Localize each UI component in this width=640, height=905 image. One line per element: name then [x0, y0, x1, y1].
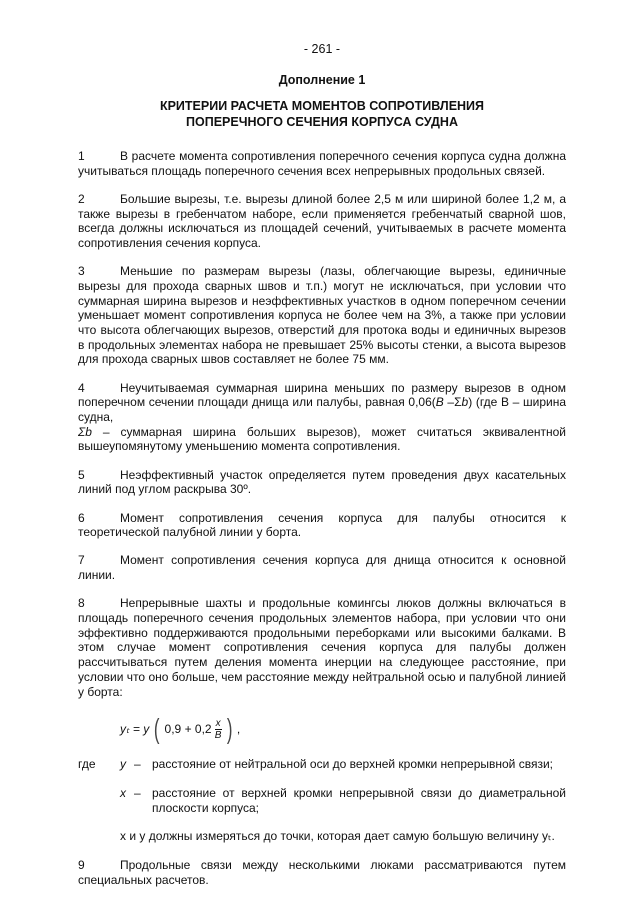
fraction-numerator: x: [215, 717, 221, 729]
definitions: [78, 757, 566, 844]
definition-text: расстояние от верхней кромки непрерывной связи до диаметральной плоскости корпуса;: [152, 786, 566, 815]
paragraph-7: [78, 553, 566, 582]
title-line-1: КРИТЕРИИ РАСЧЕТА МОМЕНТОВ СОПРОТИВЛЕНИЯ: [159, 99, 485, 113]
document-page: [78, 42, 566, 901]
paragraph-number: 3: [78, 264, 85, 279]
title-line-2: ПОПЕРЕЧНОГО СЕЧЕНИЯ КОРПУСА СУДНА: [186, 115, 458, 129]
paragraph-number: 4: [78, 380, 85, 395]
definition-symbol: x: [120, 786, 126, 800]
formula-lhs: yₜ = y: [120, 722, 150, 737]
definition-note: x и y должны измеряться до точки, которая дает самую большую величину yₜ.: [120, 829, 555, 844]
paragraph-text: Меньшие по размерам вырезы (лазы, облегчающие вырезы, единичные вырезы для прохода сварных швов и т.п.) могут не исключаться, при условии что суммарная ширина вырезов и неэффективных участков в одном поперечном сечении уменьшает момент сопротивления корпуса не более чем на 3%, а также при условии что высота облегчающих вырезов, отверстий для протока воды и единичных вырезов в продольных элементах набора не превышает 25% высоты стенки, а высота вырезов для прохода сварных швов составляет не более 75 мм.: [78, 264, 566, 367]
definition-symbol: y: [120, 757, 126, 772]
formula-fraction: [215, 718, 222, 741]
paragraph-text: Неучитываемая суммарная ширина меньших по размеру вырезов в одном поперечном сечении площади днища или палубы, равная 0,06(: [78, 380, 566, 410]
paragraph-number: 7: [78, 553, 85, 568]
paragraph-text: Продольные связи между несколькими люками рассматриваются путем специальных расчетов.: [78, 858, 566, 887]
where-label: где: [78, 757, 96, 772]
formula-close-paren: ): [226, 713, 233, 745]
paragraph-number: 5: [78, 467, 85, 482]
paragraph-number: 2: [78, 191, 85, 206]
document-title: [78, 98, 566, 130]
paragraph-number: 9: [78, 858, 85, 873]
paragraph-3: [78, 264, 566, 367]
sigma-sign: –Σ: [443, 395, 462, 410]
page-number: - 261 -: [303, 42, 341, 56]
formula: [120, 715, 566, 743]
formula-open-paren: (: [154, 713, 160, 745]
paragraph-4: [78, 381, 566, 455]
paragraph-5: [78, 468, 566, 497]
paragraph-8: [78, 596, 566, 699]
paragraph-number: 6: [78, 510, 85, 525]
paragraph-text: Большие вырезы, т.е. вырезы длиной более 2,5 м или шириной более 1,2 м, а также вырезы в гребенчатом наборе, если применяется гребенчатый сварной шов, всегда должны исключаться из площадей сечений, учитываемых в расчете момента сопротивления сечения корпуса.: [78, 191, 566, 251]
var-B: B: [435, 395, 444, 410]
paragraph-text: – суммарная ширина больших вырезов), может считаться эквивалентной вышеупомянутому уменьшению момента сопротивления.: [78, 424, 566, 454]
fraction-denominator: B: [214, 729, 222, 741]
sigma-b: Σb: [78, 424, 92, 439]
annex-heading: Дополнение 1: [278, 73, 366, 87]
paragraph-text: Непрерывные шахты и продольные комингсы люков должны включаться в площадь поперечного сечения продольных элементов набора, при условии что они эффективно поддерживаются продольными переборками или высокими балками. В этом случае момент сопротивления сечения корпуса для палубы должен рассчитываться путем деления момента инерции на следующее расстояние, при условии что оно больше, чем расстояние между нейтральной осью и палубной линией у борта:: [78, 596, 566, 699]
paragraph-6: [78, 511, 566, 540]
paragraph-number: 8: [78, 596, 85, 611]
paragraph-text: Момент сопротивления сечения корпуса для днища относится к основной линии.: [78, 553, 566, 583]
definition-text: расстояние от нейтральной оси до верхней кромки непрерывной связи;: [152, 757, 553, 772]
definition-dash: –: [134, 757, 141, 772]
paragraph-9: [78, 858, 566, 887]
paragraph-text: Неэффективный участок определяется путем проведения двух касательных линий под углом раскрыва 30º.: [78, 467, 566, 497]
paragraph-text: ) (где B – ширина судна,: [78, 395, 566, 425]
paragraph-2: [78, 192, 566, 251]
var-b: b: [461, 395, 469, 410]
paragraph-text: В расчете момента сопротивления поперечного сечения корпуса судна должна учитываться площадь поперечного сечения всех непрерывных продольных связей.: [78, 149, 566, 178]
paragraph-number: 1: [78, 149, 85, 163]
paragraph-text: Момент сопротивления сечения корпуса для палубы относится к теоретической палубной линии у борта.: [78, 510, 566, 540]
formula-body: 0,9 + 0,2: [164, 722, 212, 737]
formula-tail: ,: [236, 722, 241, 737]
definition-dash: –: [134, 786, 141, 800]
paragraph-1: [78, 149, 566, 178]
